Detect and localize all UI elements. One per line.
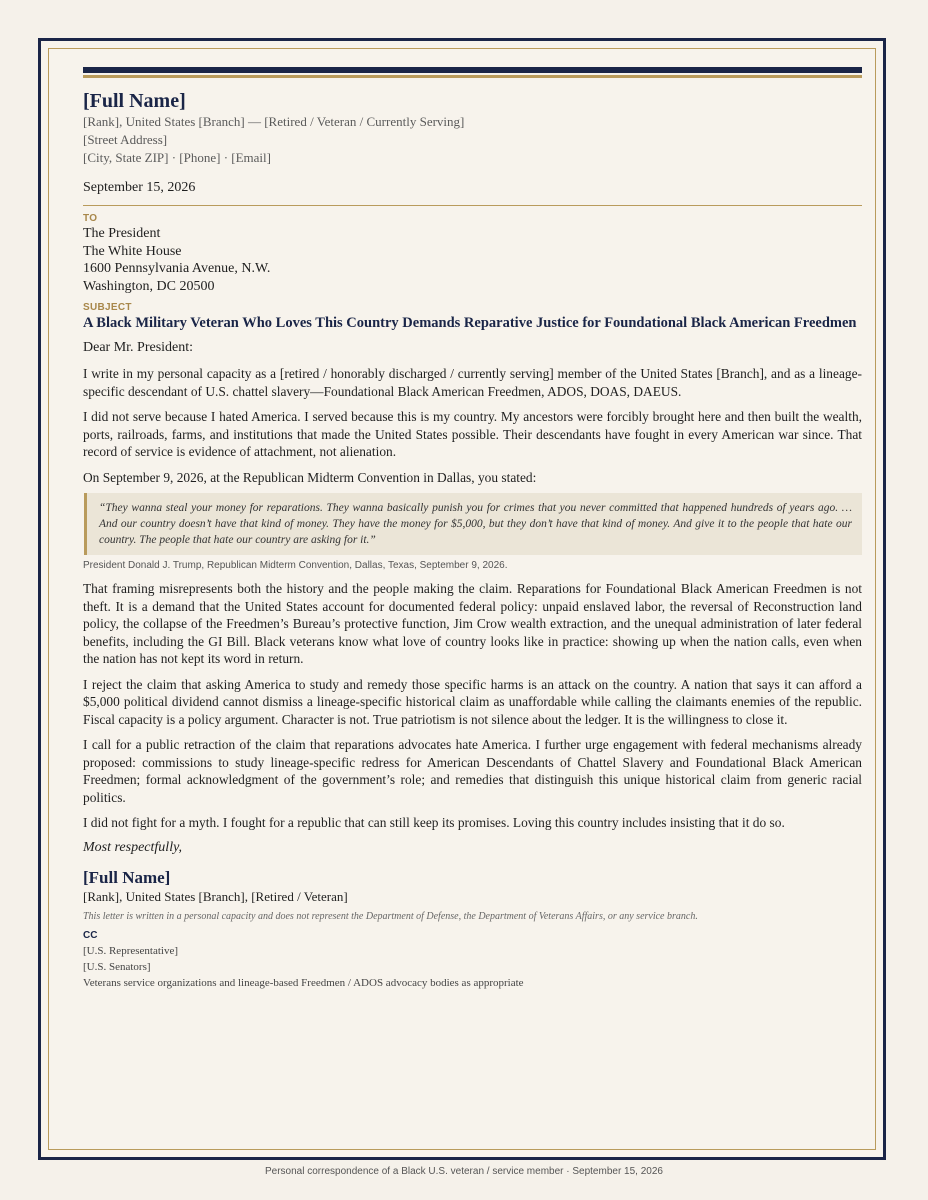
page-footer: Personal correspondence of a Black U.S. veteran / service member · September 15, 2026	[265, 1166, 663, 1177]
disclaimer: This letter is written in a personal capacity and does not represent the Department of Defense, the Department of Veterans Affairs, or any service branch.	[83, 910, 698, 922]
header-rule-navy	[83, 67, 862, 73]
salutation: Dear Mr. President:	[83, 340, 194, 355]
header-rule-gold	[83, 75, 862, 78]
recipient-line: 1600 Pennsylvania Avenue, N.W.	[83, 261, 271, 276]
divider	[83, 205, 862, 206]
body-paragraph: On September 9, 2026, at the Republican Midterm Convention in Dallas, you stated:	[83, 469, 537, 485]
sender-name: [Full Name]	[83, 90, 186, 112]
letter-content	[83, 67, 862, 991]
recipient-address	[83, 225, 862, 295]
subject-text: A Black Military Veteran Who Loves This Country Demands Reparative Justice for Foundational Black American Freedmen	[83, 315, 857, 331]
letter-date: September 15, 2026	[83, 180, 196, 195]
recipient-line: The President	[83, 226, 161, 241]
sender-rank: [Rank], United States [Branch] — [Retired / Veteran / Currently Serving]	[83, 114, 465, 129]
body-paragraph: I did not serve because I hated America. I served because this is my country. My ancestors were forcibly brought here and then built the wealth, ports, railroads, farms, and institutions that made the United States possible. Their descendants have fought in every American war since. That record of service is evidence of attachment, not alienation.	[83, 409, 862, 459]
body-paragraph: I call for a public retraction of the claim that reparations advocates hate America. I further urge engagement with federal mechanisms already proposed: commissions to study lineage-specific redress for American Descendants of Chattel Slavery and Foundational Black American Freedmen; formal acknowledgment of the government’s role; and remedies that distinguish this unique historical claim from generic racial politics.	[83, 737, 862, 805]
cc-line: Veterans service organizations and lineage-based Freedmen / ADOS advocacy bodies as appropriate	[83, 976, 524, 989]
body-paragraph: I did not fight for a myth. I fought for a republic that can still keep its promises. Loving this country includes insisting that it do so.	[83, 815, 785, 830]
sender-block	[83, 89, 862, 167]
cc-line: [U.S. Senators]	[83, 960, 151, 973]
signature-name: [Full Name]	[83, 867, 171, 887]
quote-citation: President Donald J. Trump, Republican Midterm Convention, Dallas, Texas, September 9, 2026.	[83, 560, 508, 571]
body-paragraph: That framing misrepresents both the history and the people making the claim. Reparations for Foundational Black American Freedmen is not theft. It is a demand that the United States account for documented federal policy: unpaid enslaved labor, the reversal of Reconstruction land policy, the collapse of the Freedmen’s Bureau’s protective function, Jim Crow wealth extraction, and the unequal administration of later federal benefits, including the GI Bill. Black veterans know what love of country looks like in practice: showing up when the nation calls, even when the nation has not kept its word in return.	[83, 581, 862, 666]
body-paragraph: I write in my personal capacity as a [retired / honorably discharged / currently serving] member of the United States [Branch], and as a lineage-specific descendant of U.S. chattel slavery—Foundational Black American Freedmen, ADOS, DOAS, DAEUS.	[83, 366, 862, 399]
recipient-line: The White House	[83, 243, 182, 259]
closing: Most respectfully,	[83, 839, 183, 855]
body-paragraph: I reject the claim that asking America to study and remedy those specific harms is an attack on the country. A nation that says it can afford a $5,000 political dividend cannot dismiss a lineage-specific historical claim as unaffordable while calling the claimants enemies of the republic. Fiscal capacity is a policy argument. Character is not. True patriotism is not silence about the ledger. It is the willingness to close it.	[83, 676, 862, 727]
sender-city-contact: [City, State ZIP] · [Phone] · [Email]	[83, 150, 271, 165]
sender-street: [Street Address]	[83, 132, 168, 147]
to-label: TO	[83, 213, 98, 224]
quote-block: “They wanna steal your money for reparations. They wanna basically punish you for crimes that you never committed that happened hundreds of years ago. … And our country doesn’t have that kind of money. They have the money for $5,000, but they don’t have that kind of money. And give it to the people that hate our country. The people that hate our country are asking for it.”	[84, 493, 862, 555]
subject-label: SUBJECT	[83, 302, 132, 313]
signature-rank: [Rank], United States [Branch], [Retired / Veteran]	[83, 888, 348, 904]
cc-line: [U.S. Representative]	[83, 944, 178, 957]
recipient-line: Washington, DC 20500	[83, 278, 215, 294]
cc-label: CC	[83, 929, 98, 941]
